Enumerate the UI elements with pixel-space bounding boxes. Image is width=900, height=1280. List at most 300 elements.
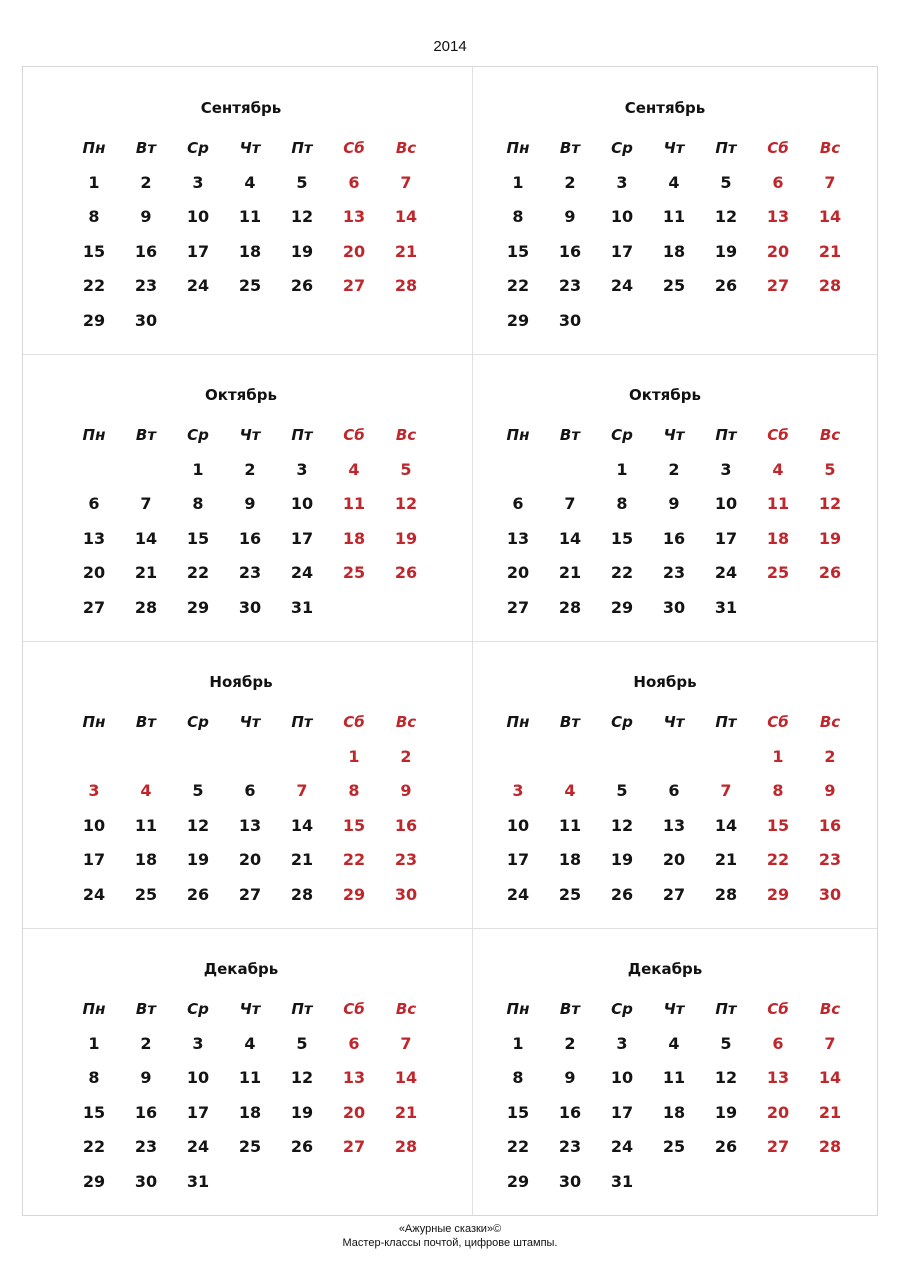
footer-brand: «Ажурные сказки»© bbox=[398, 1223, 502, 1235]
weekday-header: Пн bbox=[506, 1000, 530, 1018]
day-cell: 1 bbox=[348, 746, 360, 766]
day-cell: 25 bbox=[766, 563, 790, 583]
day-cell: 24 bbox=[290, 563, 314, 583]
day-cell: 13 bbox=[342, 207, 366, 227]
day-cell: 30 bbox=[558, 1171, 582, 1191]
day-cell: 29 bbox=[506, 1171, 530, 1191]
day-cell: 15 bbox=[82, 241, 106, 261]
weekday-header: Чт bbox=[663, 426, 685, 444]
day-cell: 20 bbox=[342, 241, 366, 261]
day-cell: 18 bbox=[342, 528, 366, 548]
day-cell: 4 bbox=[140, 781, 152, 801]
weekday-header: Вс bbox=[819, 426, 841, 444]
weekday-header: Вс bbox=[819, 139, 841, 157]
day-cell: 19 bbox=[186, 850, 210, 870]
day-cell: 26 bbox=[610, 884, 634, 904]
day-cell: 29 bbox=[186, 597, 210, 617]
month-block bbox=[455, 641, 875, 927]
day-cell: 19 bbox=[290, 241, 314, 261]
day-cell: 20 bbox=[766, 241, 790, 261]
day-cell: 3 bbox=[296, 459, 308, 479]
day-cell: 20 bbox=[506, 563, 530, 583]
day-cell: 2 bbox=[564, 172, 576, 192]
day-cell: 14 bbox=[290, 815, 314, 835]
day-cell: 21 bbox=[818, 241, 842, 261]
day-cell: 24 bbox=[186, 276, 210, 296]
day-cell: 31 bbox=[610, 1171, 634, 1191]
day-cell: 29 bbox=[766, 884, 790, 904]
day-cell: 28 bbox=[134, 597, 158, 617]
weekday-header: Вт bbox=[135, 139, 157, 157]
day-cell: 17 bbox=[610, 241, 634, 261]
day-cell: 11 bbox=[662, 207, 686, 227]
weekday-header: Чт bbox=[239, 1000, 261, 1018]
day-cell: 19 bbox=[610, 850, 634, 870]
day-cell: 11 bbox=[662, 1068, 686, 1088]
day-cell: 31 bbox=[290, 597, 314, 617]
day-cell: 15 bbox=[506, 1102, 530, 1122]
day-cell: 7 bbox=[720, 781, 732, 801]
month-block bbox=[455, 928, 875, 1214]
weekday-header: Сб bbox=[767, 1000, 789, 1018]
day-cell: 17 bbox=[506, 850, 530, 870]
month-title: Ноябрь bbox=[209, 673, 273, 691]
empty-cell bbox=[700, 740, 752, 775]
day-cell: 17 bbox=[290, 528, 314, 548]
day-cell: 21 bbox=[290, 850, 314, 870]
weekday-header: Вт bbox=[135, 426, 157, 444]
day-cell: 11 bbox=[342, 494, 366, 514]
weekday-header: Вс bbox=[395, 426, 417, 444]
day-cell: 30 bbox=[134, 310, 158, 330]
weekday-header: Сб bbox=[343, 713, 365, 731]
day-cell: 22 bbox=[82, 1137, 106, 1157]
day-cell: 22 bbox=[610, 563, 634, 583]
day-cell: 19 bbox=[714, 241, 738, 261]
day-cell: 9 bbox=[564, 207, 576, 227]
day-cell: 3 bbox=[88, 781, 100, 801]
day-cell: 14 bbox=[558, 528, 582, 548]
day-cell: 8 bbox=[772, 781, 784, 801]
weekday-header: Чт bbox=[663, 1000, 685, 1018]
day-cell: 12 bbox=[186, 815, 210, 835]
day-grid bbox=[492, 992, 856, 1200]
day-cell: 18 bbox=[134, 850, 158, 870]
day-cell: 14 bbox=[134, 528, 158, 548]
day-cell: 29 bbox=[342, 884, 366, 904]
day-cell: 24 bbox=[610, 276, 634, 296]
day-cell: 16 bbox=[558, 241, 582, 261]
weekday-header: Пт bbox=[715, 1000, 737, 1018]
weekday-header: Сб bbox=[343, 1000, 365, 1018]
day-cell: 24 bbox=[714, 563, 738, 583]
day-grid bbox=[68, 418, 432, 626]
weekday-header: Сб bbox=[767, 426, 789, 444]
weekday-header: Пт bbox=[291, 426, 313, 444]
day-grid bbox=[68, 131, 432, 339]
day-cell: 14 bbox=[818, 207, 842, 227]
day-cell: 20 bbox=[766, 1102, 790, 1122]
day-cell: 23 bbox=[238, 563, 262, 583]
weekday-header: Вт bbox=[559, 426, 581, 444]
weekday-header: Вт bbox=[559, 139, 581, 157]
day-grid bbox=[68, 992, 432, 1200]
weekday-header: Ср bbox=[611, 713, 633, 731]
day-cell: 7 bbox=[296, 781, 308, 801]
day-cell: 31 bbox=[186, 1171, 210, 1191]
day-cell: 21 bbox=[558, 563, 582, 583]
weekday-header: Ср bbox=[187, 426, 209, 444]
day-cell: 2 bbox=[668, 459, 680, 479]
weekday-header: Вт bbox=[135, 1000, 157, 1018]
day-cell: 28 bbox=[290, 884, 314, 904]
day-cell: 7 bbox=[824, 1033, 836, 1053]
day-cell: 26 bbox=[714, 1137, 738, 1157]
day-cell: 13 bbox=[662, 815, 686, 835]
day-cell: 20 bbox=[238, 850, 262, 870]
day-cell: 3 bbox=[192, 172, 204, 192]
day-cell: 1 bbox=[88, 172, 100, 192]
day-cell: 10 bbox=[610, 1068, 634, 1088]
weekday-header: Чт bbox=[663, 713, 685, 731]
calendar-frame bbox=[22, 66, 878, 1216]
day-cell: 21 bbox=[714, 850, 738, 870]
day-cell: 6 bbox=[244, 781, 256, 801]
day-cell: 7 bbox=[824, 172, 836, 192]
day-cell: 20 bbox=[342, 1102, 366, 1122]
day-cell: 12 bbox=[818, 494, 842, 514]
day-cell: 6 bbox=[772, 172, 784, 192]
empty-cell bbox=[596, 740, 648, 775]
weekday-header: Вс bbox=[395, 1000, 417, 1018]
empty-cell bbox=[224, 740, 276, 775]
weekday-header: Чт bbox=[239, 426, 261, 444]
day-cell: 1 bbox=[512, 172, 524, 192]
day-cell: 3 bbox=[192, 1033, 204, 1053]
day-cell: 27 bbox=[506, 597, 530, 617]
day-cell: 13 bbox=[506, 528, 530, 548]
weekday-header: Вт bbox=[559, 713, 581, 731]
day-cell: 19 bbox=[714, 1102, 738, 1122]
weekday-header: Вс bbox=[819, 1000, 841, 1018]
day-cell: 10 bbox=[506, 815, 530, 835]
day-cell: 7 bbox=[400, 1033, 412, 1053]
day-cell: 30 bbox=[394, 884, 418, 904]
day-cell: 8 bbox=[88, 1068, 100, 1088]
day-cell: 25 bbox=[342, 563, 366, 583]
day-cell: 26 bbox=[186, 884, 210, 904]
weekday-header: Пн bbox=[82, 426, 106, 444]
day-cell: 12 bbox=[290, 207, 314, 227]
day-cell: 15 bbox=[82, 1102, 106, 1122]
day-cell: 12 bbox=[290, 1068, 314, 1088]
day-cell: 26 bbox=[290, 276, 314, 296]
day-cell: 14 bbox=[818, 1068, 842, 1088]
weekday-header: Пн bbox=[82, 1000, 106, 1018]
weekday-header: Пт bbox=[715, 426, 737, 444]
day-cell: 2 bbox=[140, 172, 152, 192]
day-cell: 19 bbox=[290, 1102, 314, 1122]
day-cell: 18 bbox=[766, 528, 790, 548]
day-cell: 12 bbox=[714, 1068, 738, 1088]
day-cell: 2 bbox=[824, 746, 836, 766]
day-cell: 19 bbox=[394, 528, 418, 548]
day-cell: 1 bbox=[192, 459, 204, 479]
day-cell: 29 bbox=[82, 310, 106, 330]
day-cell: 17 bbox=[610, 1102, 634, 1122]
day-cell: 25 bbox=[662, 1137, 686, 1157]
day-cell: 20 bbox=[662, 850, 686, 870]
day-cell: 3 bbox=[616, 172, 628, 192]
day-cell: 28 bbox=[714, 884, 738, 904]
year-title: 2014 bbox=[433, 38, 467, 55]
weekday-header: Ср bbox=[187, 713, 209, 731]
day-cell: 14 bbox=[714, 815, 738, 835]
day-cell: 30 bbox=[818, 884, 842, 904]
day-cell: 4 bbox=[668, 172, 680, 192]
weekday-header: Ср bbox=[611, 1000, 633, 1018]
day-cell: 5 bbox=[192, 781, 204, 801]
day-cell: 16 bbox=[662, 528, 686, 548]
day-cell: 4 bbox=[348, 459, 360, 479]
day-cell: 11 bbox=[238, 1068, 262, 1088]
empty-cell bbox=[492, 453, 544, 488]
day-cell: 5 bbox=[616, 781, 628, 801]
month-block bbox=[31, 67, 451, 353]
day-cell: 1 bbox=[512, 1033, 524, 1053]
day-cell: 11 bbox=[766, 494, 790, 514]
weekday-header: Пт bbox=[715, 139, 737, 157]
day-cell: 27 bbox=[662, 884, 686, 904]
day-cell: 28 bbox=[394, 276, 418, 296]
day-cell: 14 bbox=[394, 207, 418, 227]
weekday-header: Ср bbox=[611, 139, 633, 157]
day-cell: 7 bbox=[140, 494, 152, 514]
day-cell: 13 bbox=[342, 1068, 366, 1088]
day-cell: 9 bbox=[824, 781, 836, 801]
empty-cell bbox=[120, 453, 172, 488]
day-cell: 16 bbox=[238, 528, 262, 548]
day-cell: 23 bbox=[394, 850, 418, 870]
weekday-header: Чт bbox=[239, 139, 261, 157]
weekday-header: Ср bbox=[187, 1000, 209, 1018]
day-cell: 23 bbox=[558, 1137, 582, 1157]
day-cell: 21 bbox=[394, 1102, 418, 1122]
day-cell: 6 bbox=[772, 1033, 784, 1053]
weekday-header: Сб bbox=[767, 713, 789, 731]
day-cell: 27 bbox=[342, 1137, 366, 1157]
day-cell: 10 bbox=[82, 815, 106, 835]
weekday-header: Вс bbox=[819, 713, 841, 731]
day-cell: 12 bbox=[394, 494, 418, 514]
month-title: Декабрь bbox=[627, 960, 703, 978]
empty-cell bbox=[68, 453, 120, 488]
month-title: Сентябрь bbox=[624, 99, 706, 117]
day-cell: 5 bbox=[296, 172, 308, 192]
day-cell: 29 bbox=[610, 597, 634, 617]
weekday-header: Чт bbox=[663, 139, 685, 157]
day-cell: 25 bbox=[238, 1137, 262, 1157]
day-cell: 12 bbox=[610, 815, 634, 835]
day-cell: 7 bbox=[564, 494, 576, 514]
day-cell: 9 bbox=[140, 1068, 152, 1088]
day-cell: 16 bbox=[558, 1102, 582, 1122]
empty-cell bbox=[172, 740, 224, 775]
footer bbox=[0, 1222, 900, 1250]
day-cell: 25 bbox=[662, 276, 686, 296]
day-grid bbox=[68, 705, 432, 913]
day-cell: 26 bbox=[714, 276, 738, 296]
day-cell: 22 bbox=[342, 850, 366, 870]
day-cell: 4 bbox=[772, 459, 784, 479]
day-cell: 15 bbox=[342, 815, 366, 835]
day-cell: 21 bbox=[818, 1102, 842, 1122]
empty-cell bbox=[544, 453, 596, 488]
day-cell: 4 bbox=[564, 781, 576, 801]
day-cell: 31 bbox=[714, 597, 738, 617]
day-cell: 16 bbox=[134, 1102, 158, 1122]
day-cell: 16 bbox=[394, 815, 418, 835]
day-cell: 20 bbox=[82, 563, 106, 583]
day-cell: 26 bbox=[818, 563, 842, 583]
empty-cell bbox=[120, 740, 172, 775]
day-cell: 3 bbox=[616, 1033, 628, 1053]
weekday-header: Пт bbox=[291, 1000, 313, 1018]
day-cell: 22 bbox=[766, 850, 790, 870]
day-cell: 6 bbox=[348, 1033, 360, 1053]
weekday-header: Пн bbox=[506, 426, 530, 444]
day-cell: 10 bbox=[610, 207, 634, 227]
month-title: Октябрь bbox=[629, 386, 701, 404]
day-cell: 5 bbox=[720, 172, 732, 192]
day-cell: 9 bbox=[140, 207, 152, 227]
day-cell: 5 bbox=[296, 1033, 308, 1053]
day-grid bbox=[492, 705, 856, 913]
month-block bbox=[455, 354, 875, 640]
month-block bbox=[455, 67, 875, 353]
day-cell: 25 bbox=[558, 884, 582, 904]
day-cell: 8 bbox=[348, 781, 360, 801]
day-cell: 6 bbox=[668, 781, 680, 801]
weekday-header: Ср bbox=[187, 139, 209, 157]
day-cell: 23 bbox=[818, 850, 842, 870]
weekday-header: Пн bbox=[82, 713, 106, 731]
weekday-header: Сб bbox=[343, 426, 365, 444]
day-cell: 15 bbox=[186, 528, 210, 548]
day-cell: 11 bbox=[238, 207, 262, 227]
day-cell: 2 bbox=[400, 746, 412, 766]
day-cell: 4 bbox=[244, 172, 256, 192]
day-cell: 19 bbox=[818, 528, 842, 548]
day-cell: 9 bbox=[668, 494, 680, 514]
empty-cell bbox=[648, 740, 700, 775]
day-cell: 8 bbox=[512, 207, 524, 227]
day-cell: 22 bbox=[82, 276, 106, 296]
day-cell: 1 bbox=[616, 459, 628, 479]
day-cell: 6 bbox=[348, 172, 360, 192]
day-cell: 12 bbox=[714, 207, 738, 227]
day-cell: 2 bbox=[244, 459, 256, 479]
day-cell: 13 bbox=[82, 528, 106, 548]
day-cell: 30 bbox=[238, 597, 262, 617]
day-cell: 27 bbox=[342, 276, 366, 296]
day-cell: 18 bbox=[662, 241, 686, 261]
day-cell: 8 bbox=[88, 207, 100, 227]
day-cell: 10 bbox=[714, 494, 738, 514]
day-cell: 23 bbox=[558, 276, 582, 296]
month-title: Декабрь bbox=[203, 960, 279, 978]
day-cell: 25 bbox=[238, 276, 262, 296]
weekday-header: Пн bbox=[506, 713, 530, 731]
day-cell: 3 bbox=[720, 459, 732, 479]
weekday-header: Вт bbox=[559, 1000, 581, 1018]
day-cell: 8 bbox=[192, 494, 204, 514]
day-cell: 15 bbox=[610, 528, 634, 548]
day-cell: 24 bbox=[186, 1137, 210, 1157]
day-cell: 29 bbox=[506, 310, 530, 330]
weekday-header: Чт bbox=[239, 713, 261, 731]
day-cell: 27 bbox=[238, 884, 262, 904]
day-cell: 17 bbox=[714, 528, 738, 548]
day-cell: 29 bbox=[82, 1171, 106, 1191]
weekday-header: Пн bbox=[82, 139, 106, 157]
day-cell: 5 bbox=[400, 459, 412, 479]
day-cell: 27 bbox=[82, 597, 106, 617]
month-title: Ноябрь bbox=[633, 673, 697, 691]
day-cell: 24 bbox=[610, 1137, 634, 1157]
day-cell: 3 bbox=[512, 781, 524, 801]
day-cell: 17 bbox=[186, 241, 210, 261]
day-cell: 30 bbox=[662, 597, 686, 617]
day-cell: 17 bbox=[82, 850, 106, 870]
day-cell: 18 bbox=[662, 1102, 686, 1122]
footer-tagline: Мастер-классы почтой, цифрове штампы. bbox=[342, 1237, 558, 1249]
day-cell: 28 bbox=[394, 1137, 418, 1157]
day-cell: 10 bbox=[186, 207, 210, 227]
day-cell: 24 bbox=[506, 884, 530, 904]
day-cell: 15 bbox=[506, 241, 530, 261]
day-cell: 23 bbox=[662, 563, 686, 583]
day-cell: 10 bbox=[290, 494, 314, 514]
day-cell: 6 bbox=[88, 494, 100, 514]
day-cell: 22 bbox=[506, 1137, 530, 1157]
day-cell: 24 bbox=[82, 884, 106, 904]
month-block bbox=[31, 354, 451, 640]
day-cell: 28 bbox=[558, 597, 582, 617]
day-cell: 13 bbox=[766, 207, 790, 227]
day-cell: 26 bbox=[394, 563, 418, 583]
month-title: Октябрь bbox=[205, 386, 277, 404]
day-cell: 25 bbox=[134, 884, 158, 904]
day-cell: 5 bbox=[824, 459, 836, 479]
day-cell: 8 bbox=[616, 494, 628, 514]
day-cell: 28 bbox=[818, 276, 842, 296]
day-cell: 30 bbox=[558, 310, 582, 330]
day-cell: 16 bbox=[818, 815, 842, 835]
day-cell: 22 bbox=[506, 276, 530, 296]
day-cell: 9 bbox=[564, 1068, 576, 1088]
day-cell: 27 bbox=[766, 276, 790, 296]
day-cell: 4 bbox=[668, 1033, 680, 1053]
day-cell: 10 bbox=[186, 1068, 210, 1088]
day-cell: 1 bbox=[88, 1033, 100, 1053]
day-cell: 18 bbox=[238, 1102, 262, 1122]
day-cell: 22 bbox=[186, 563, 210, 583]
day-cell: 4 bbox=[244, 1033, 256, 1053]
weekday-header: Вс bbox=[395, 713, 417, 731]
day-cell: 11 bbox=[134, 815, 158, 835]
day-cell: 23 bbox=[134, 276, 158, 296]
